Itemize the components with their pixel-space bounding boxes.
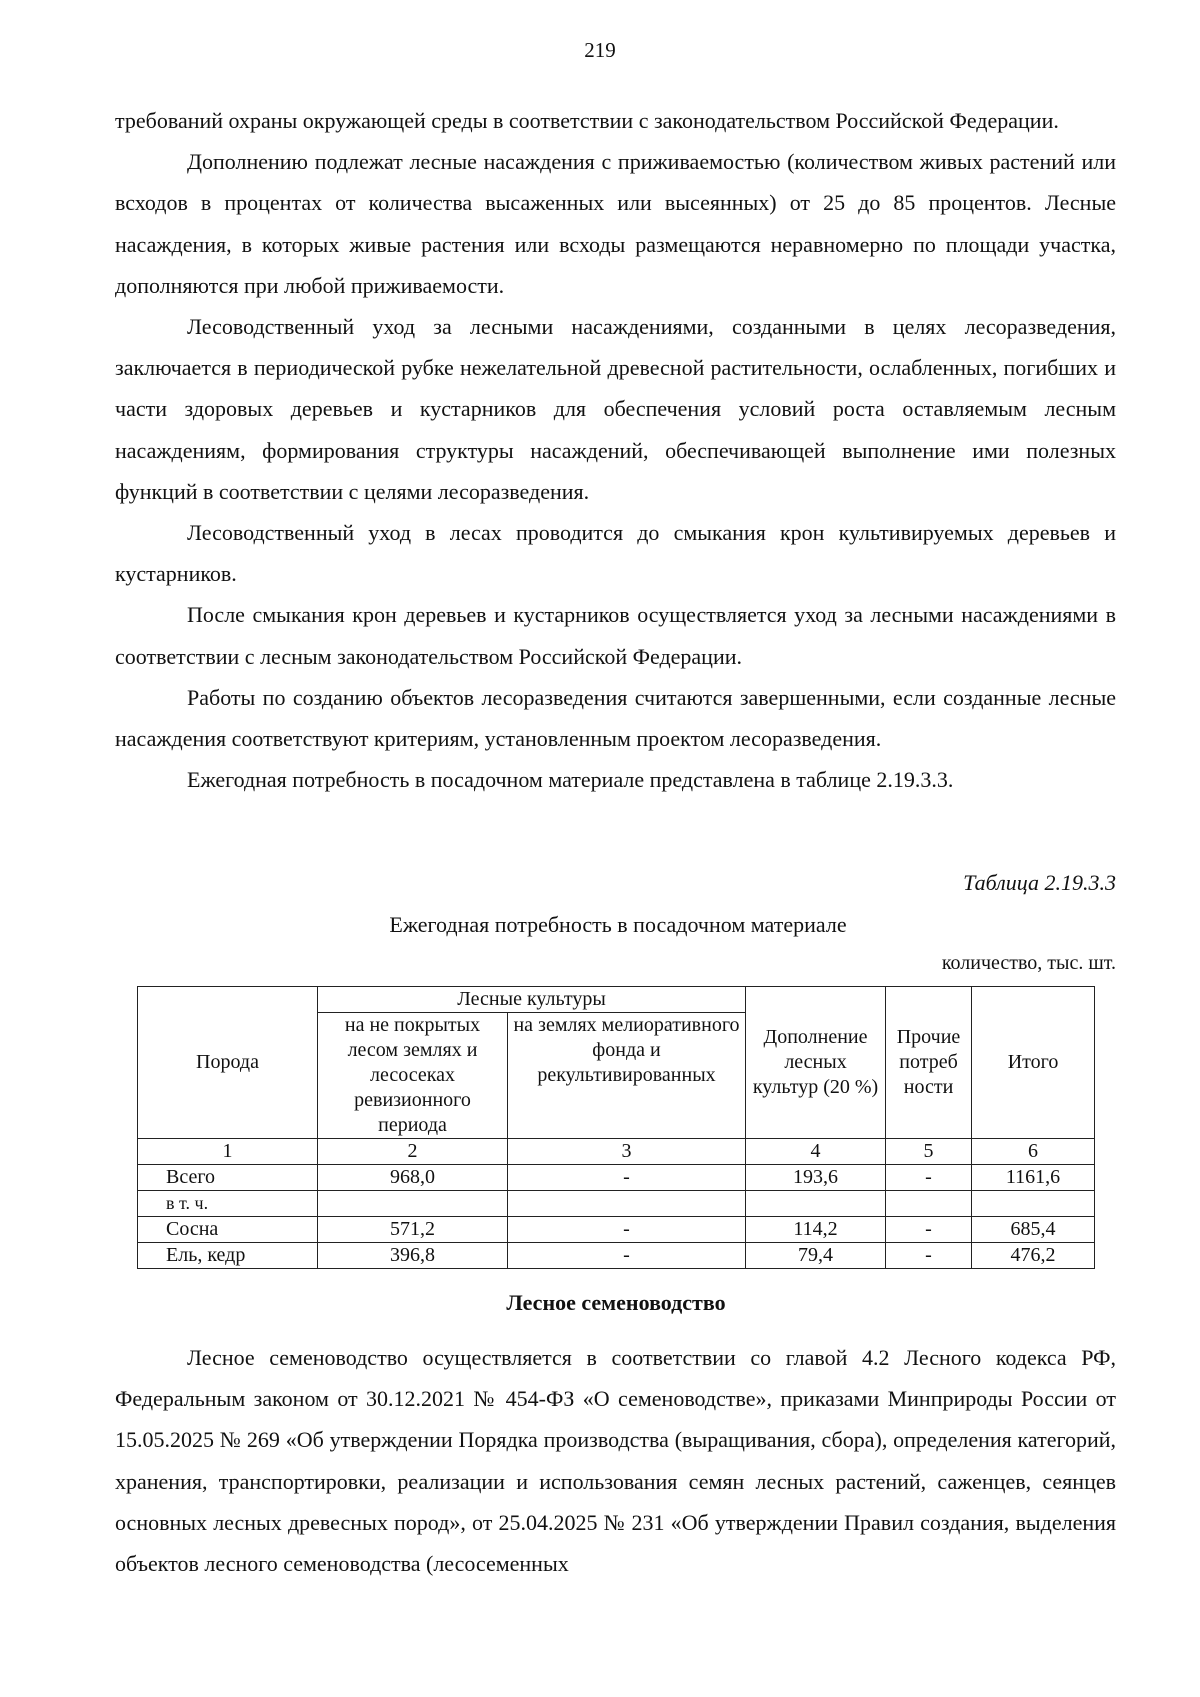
paragraph-7: Ежегодная потребность в посадочном материале представлена в таблице 2.19.3.3.	[187, 767, 954, 793]
table-cell: 193,6	[746, 1165, 886, 1191]
header-supplement: Дополнение лесных культур (20 %)	[746, 987, 886, 1139]
table-cell	[972, 1191, 1095, 1217]
paragraph-seed-production: Лесное семеноводство осуществляется в соответствии со главой 4.2 Лесного кодекса РФ, Федеральным законом от 30.12.2021 № 454-ФЗ «О семеноводстве», приказами Минприроды России от 15.05.2025 № 269 «Об утверждении Порядка производства (выращивания, сбора), определения категорий, хранения, транспортировки, реализации и использования семян лесных растений, саженцев, сеянцев основных лесных древесных пород», от 25.04.2025 № 231 «Об утверждении Правил создания, выделения объектов лесного семеноводства (лесосеменных	[115, 1345, 1116, 1577]
table-cell	[318, 1191, 508, 1217]
table-cell: -	[886, 1217, 972, 1243]
header-unforested: на не покрытых лесом землях и лесосеках ревизионного периода	[318, 1013, 508, 1139]
table-cell: 79,4	[746, 1243, 886, 1269]
header-total: Итого	[972, 987, 1095, 1139]
table-row	[138, 1191, 1095, 1217]
table-cell: 476,2	[972, 1243, 1095, 1269]
table-row	[138, 1217, 1095, 1243]
paragraph-4: Лесоводственный уход в лесах проводится до смыкания крон культивируемых деревьев и кустарников.	[115, 520, 1116, 587]
column-number: 4	[746, 1139, 886, 1165]
table-cell: 1161,6	[972, 1165, 1095, 1191]
column-number: 1	[138, 1139, 318, 1165]
table-row	[138, 1165, 1095, 1191]
column-number: 5	[886, 1139, 972, 1165]
paragraph-3: Лесоводственный уход за лесными насаждениями, созданными в целях лесоразведения, заключается в периодической рубке нежелательной древесной растительности, ослабленных, погибших и части здоровых деревьев и кустарников для обеспечения условий роста оставляемым лесным насаждениям, формирования структуры насаждений, обеспечивающей выполнение ими полезных функций в соответствии с целями лесоразведения.	[115, 314, 1116, 504]
header-forest-cultures: Лесные культуры	[318, 987, 746, 1013]
table-cell: -	[508, 1217, 746, 1243]
table-cell: 968,0	[318, 1165, 508, 1191]
table-cell	[886, 1191, 972, 1217]
header-breed: Порода	[138, 987, 318, 1139]
paragraph-2: Дополнению подлежат лесные насаждения с приживаемостью (количеством живых растений или всходов в процентах от количества высаженных или высеянных) от 25 до 85 процентов. Лесные насаждения, в которых живые растения или всходы размещаются неравномерно по площади участка, дополняются при любой приживаемости.	[115, 149, 1116, 298]
table-column-numbers-row	[138, 1139, 1095, 1165]
paragraph-1: требований охраны окружающей среды в соответствии с законодательством Российской Федерации.	[115, 108, 1059, 133]
seedling-demand-table	[137, 986, 1095, 1269]
top-text-block	[115, 100, 1116, 800]
table-cell: -	[886, 1243, 972, 1269]
table-row	[138, 1243, 1095, 1269]
table-cell: 685,4	[972, 1217, 1095, 1243]
table-cell: 396,8	[318, 1243, 508, 1269]
page-number: 219	[584, 38, 616, 62]
column-number: 6	[972, 1139, 1095, 1165]
table-title: Ежегодная потребность в посадочном материале	[389, 912, 847, 937]
column-number: 3	[508, 1139, 746, 1165]
section-heading: Лесное семеноводство	[506, 1290, 726, 1315]
paragraph-6: Работы по созданию объектов лесоразведения считаются завершенными, если созданные лесные насаждения соответствуют критериям, установленным проектом лесоразведения.	[115, 684, 1116, 752]
table-cell: -	[508, 1243, 746, 1269]
table-cell: Всего	[138, 1165, 318, 1191]
header-reclamation: на землях мелиоративного фонда и рекультивированных	[508, 1013, 746, 1139]
table-cell: в т. ч.	[138, 1191, 318, 1217]
table-cell: 571,2	[318, 1217, 508, 1243]
table-cell: Ель, кедр	[138, 1243, 318, 1269]
header-other: Прочие потреб ности	[886, 987, 972, 1139]
table-cell: 114,2	[746, 1217, 886, 1243]
table-units-note: количество, тыс. шт.	[941, 952, 1116, 974]
table-label: Таблица 2.19.3.3	[963, 870, 1116, 895]
table-cell: -	[886, 1165, 972, 1191]
table-cell: -	[508, 1165, 746, 1191]
bottom-text-block	[115, 1337, 1116, 1584]
column-number: 2	[318, 1139, 508, 1165]
table-cell: Сосна	[138, 1217, 318, 1243]
table-cell	[746, 1191, 886, 1217]
paragraph-5: После смыкания крон деревьев и кустарников осуществляется уход за лесными насаждениями в соответствии с лесным законодательством Российской Федерации.	[115, 602, 1116, 669]
table-cell	[508, 1191, 746, 1217]
table-header-row-1	[138, 987, 1095, 1013]
